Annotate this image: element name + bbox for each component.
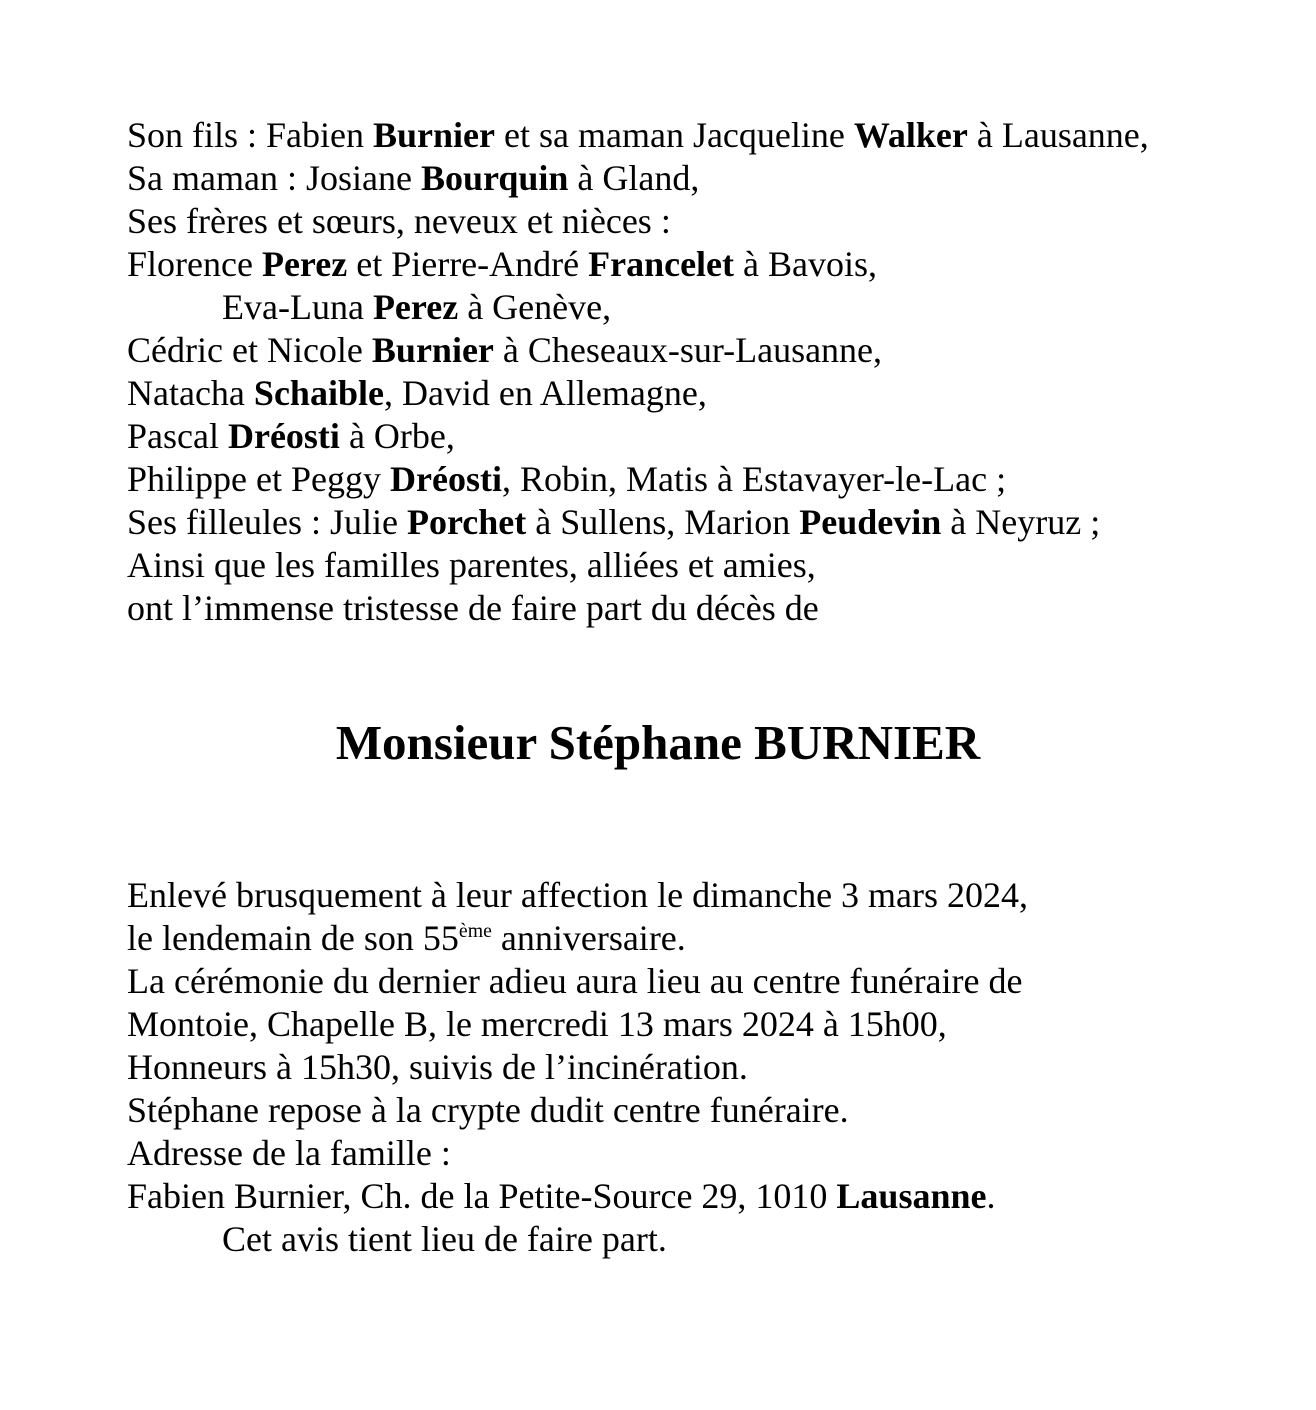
text-segment: et Pierre-André [347, 244, 589, 284]
name-emphasis: Perez [261, 244, 348, 284]
ceremony-line [127, 960, 1189, 1003]
text-segment: Eva-Luna [222, 287, 373, 327]
text-segment: Sa maman : Josiane [127, 158, 421, 198]
name-emphasis: Dréosti [390, 459, 502, 499]
name-emphasis: Burnier [373, 115, 496, 155]
ceremony-line [127, 1132, 1189, 1175]
name-emphasis: Burnier [371, 330, 494, 370]
name-emphasis: Schaible [253, 373, 384, 413]
ceremony-line [127, 1046, 1189, 1089]
family-line [127, 587, 1189, 630]
text-segment: le lendemain de son 55 [127, 918, 459, 958]
text-segment: Montoie, Chapelle B, le mercredi 13 mars 2024 à 15h00, [127, 1004, 947, 1044]
family-line [127, 114, 1189, 157]
family-line [127, 544, 1189, 587]
text-segment: Ses frères et sœurs, neveux et nièces : [127, 201, 671, 241]
text-segment: , David en Allemagne, [383, 373, 707, 413]
family-line [127, 243, 1189, 286]
family-line [127, 501, 1189, 544]
text-segment: et sa maman Jacqueline [495, 115, 854, 155]
text-segment: Philippe et Peggy [127, 459, 390, 499]
ceremony-line [127, 1175, 1189, 1218]
name-emphasis: Bourquin [420, 158, 569, 198]
family-line [127, 286, 1189, 329]
text-segment: Honneurs à 15h30, suivis de l’incinération. [127, 1047, 748, 1087]
ceremony-line [127, 874, 1189, 917]
name-emphasis: Walker [853, 115, 968, 155]
name-emphasis: Perez [372, 287, 459, 327]
family-line [127, 329, 1189, 372]
text-segment: à Gland, [568, 158, 700, 198]
text-segment: à Bavois, [734, 244, 878, 284]
text-segment: La cérémonie du dernier adieu aura lieu au centre funéraire de [127, 961, 1023, 1001]
text-segment: à Cheseaux-sur-Lausanne, [493, 330, 883, 370]
ceremony-line [127, 1089, 1189, 1132]
text-segment: Adresse de la famille : [127, 1133, 451, 1173]
text-segment: Ainsi que les familles parentes, alliées et amies, [127, 545, 816, 585]
text-segment: Pascal [127, 416, 228, 456]
text-segment: ont l’immense tristesse de faire part du décès de [127, 588, 819, 628]
family-line [127, 372, 1189, 415]
family-line [127, 458, 1189, 501]
text-segment: Florence [127, 244, 262, 284]
name-emphasis: Francelet [588, 244, 735, 284]
text-segment: à Orbe, [339, 416, 455, 456]
text-segment: Enlevé brusquement à leur affection le dimanche 3 mars 2024, [127, 875, 1029, 915]
text-segment: à Genève, [458, 287, 612, 327]
name-emphasis: Peudevin [799, 502, 942, 542]
text-segment: Cédric et Nicole [127, 330, 372, 370]
text-segment: Son fils : Fabien [127, 115, 374, 155]
family-announcement-paragraph [127, 114, 1189, 630]
ceremony-line [127, 917, 1189, 960]
name-emphasis: Dréosti [227, 416, 340, 456]
ceremony-line [127, 1003, 1189, 1046]
text-segment: , Robin, Matis à Estavayer-le-Lac ; [501, 459, 1007, 499]
name-emphasis: Porchet [406, 502, 527, 542]
deceased-name-title: Monsieur Stéphane BURNIER [335, 715, 981, 770]
text-segment: . [986, 1176, 996, 1216]
ceremony-line [127, 1218, 1189, 1261]
family-line [127, 157, 1189, 200]
text-segment: anniversaire. [491, 918, 686, 958]
text-segment: à Neyruz ; [941, 502, 1101, 542]
text-segment: à Sullens, Marion [526, 502, 800, 542]
text-segment: Fabien Burnier, Ch. de la Petite-Source 29, 1010 [127, 1176, 837, 1216]
name-emphasis: Lausanne [836, 1176, 987, 1216]
ceremony-details-paragraph [127, 874, 1189, 1261]
ordinal-superscript: ème [458, 920, 492, 942]
family-line [127, 200, 1189, 243]
text-segment: à Lausanne, [967, 115, 1149, 155]
text-segment: Cet avis tient lieu de faire part. [222, 1219, 667, 1259]
text-segment: Stéphane repose à la crypte dudit centre funéraire. [127, 1090, 849, 1130]
family-line [127, 415, 1189, 458]
text-segment: Ses filleules : Julie [127, 502, 407, 542]
text-segment: Natacha [127, 373, 254, 413]
